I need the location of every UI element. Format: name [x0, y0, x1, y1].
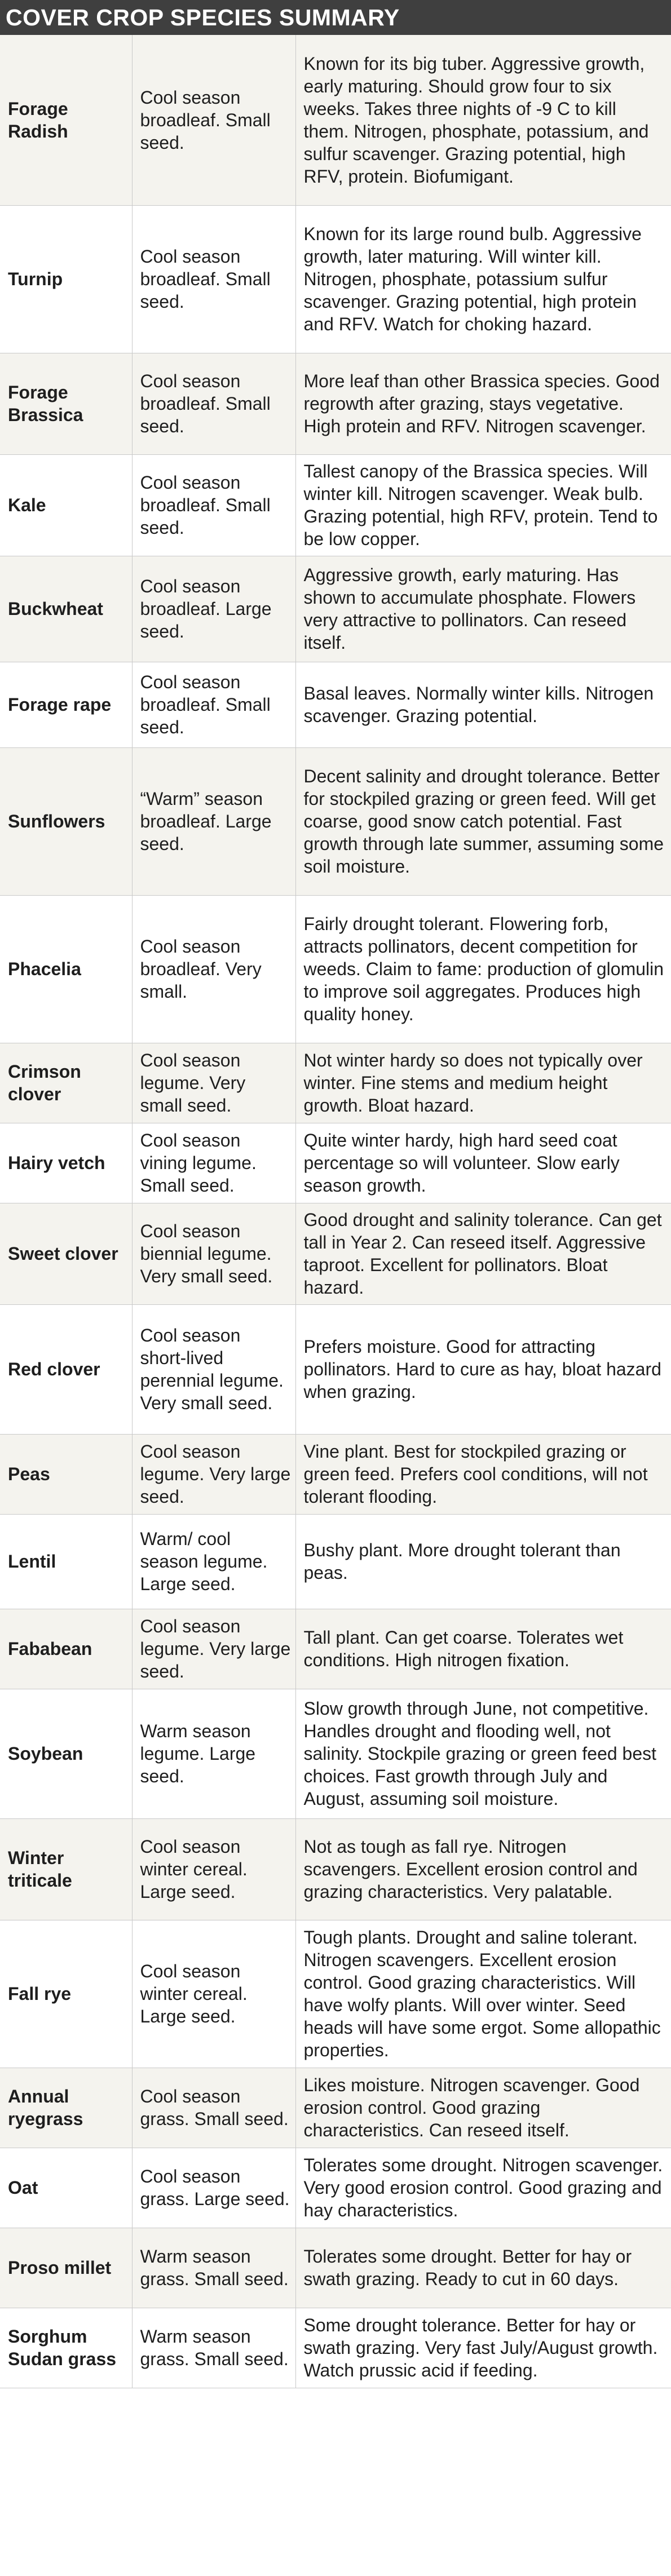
species-name-cell: Turnip [0, 205, 132, 353]
species-description-cell: Prefers moisture. Good for attracting pollinators. Hard to cure as hay, bloat hazard when grazing. [303, 1336, 661, 1402]
species-type-cell: Cool season short-lived perennial legume. Very small seed. [132, 1304, 295, 1434]
species-name-cell: Forage Radish [0, 35, 132, 205]
table-row [0, 1609, 671, 1689]
species-type-cell: Warm season grass. Small seed. [132, 2308, 295, 2388]
table-row [0, 1123, 671, 1203]
species-type-cell: Cool season broadleaf. Large seed. [132, 556, 295, 662]
species-name-cell: Winter triticale [0, 1818, 132, 1920]
species-description-cell: Tall plant. Can get coarse. Tolerates wet conditions. High nitrogen fixation. [303, 1627, 624, 1670]
species-name-cell: Proso millet [0, 2228, 132, 2308]
species-name-cell: Soybean [0, 1689, 132, 1818]
species-description-cell: Known for its big tuber. Aggressive growth, early maturing. Should grow four to six weeks. Takes three nights of -9 C to kill them. Nitrogen, phosphate, potassium, and sulfur scavenger. Grazing potential, high RFV, protein. Biofumigant. [303, 53, 649, 187]
species-description-cell: Not winter hardy so does not typically over winter. Fine stems and medium height growth. Bloat hazard. [303, 1050, 643, 1116]
species-name-cell: Oat [0, 2148, 132, 2228]
species-type-cell: Cool season biennial legume. Very small seed. [132, 1203, 295, 1304]
species-type-cell: Cool season legume. Very large seed. [132, 1434, 295, 1514]
species-name-cell: Sorghum Sudan grass [0, 2308, 132, 2388]
species-type-cell: Cool season legume. Very small seed. [132, 1043, 295, 1123]
species-type-cell: Cool season broadleaf. Small seed. [132, 35, 295, 205]
species-name-cell: Forage Brassica [0, 353, 132, 454]
table-row [0, 353, 671, 454]
table-row [0, 747, 671, 895]
table-row [0, 1920, 671, 2068]
table-row [0, 1304, 671, 1434]
species-type-cell: Cool season winter cereal. Large seed. [132, 1818, 295, 1920]
species-name-cell: Peas [0, 1434, 132, 1514]
species-name-cell: Hairy vetch [0, 1123, 132, 1203]
species-name-cell: Phacelia [0, 895, 132, 1043]
species-name-cell: Red clover [0, 1304, 132, 1434]
species-name-cell: Fababean [0, 1609, 132, 1689]
species-type-cell: Cool season legume. Very large seed. [132, 1609, 295, 1689]
species-description-cell: Tallest canopy of the Brassica species. Will winter kill. Nitrogen scavenger. Weak bulb. Grazing potential, high RFV, protein. Tend to be low copper. [303, 461, 658, 549]
species-name-cell: Lentil [0, 1514, 132, 1609]
table-body [0, 35, 671, 2388]
species-description-cell: Vine plant. Best for stockpiled grazing or green feed. Prefers cool conditions, will not tolerant flooding. [303, 1441, 648, 1507]
table-row [0, 2068, 671, 2148]
species-type-cell: Cool season grass. Large seed. [132, 2148, 295, 2228]
table-row [0, 895, 671, 1043]
species-type-cell: Cool season grass. Small seed. [132, 2068, 295, 2148]
species-description-cell: Basal leaves. Normally winter kills. Nitrogen scavenger. Grazing potential. [303, 683, 654, 726]
species-description-cell: Aggressive growth, early maturing. Has shown to accumulate phosphate. Flowers very attractive to pollinators. Can reseed itself. [303, 565, 636, 653]
species-description-cell: Fairly drought tolerant. Flowering forb, attracts pollinators, decent competition for weeds. Claim to fame: production of glomulin to improve soil aggregates. Produces high quality honey. [303, 914, 664, 1024]
species-description-cell: Tolerates some drought. Better for hay or swath grazing. Ready to cut in 60 days. [303, 2246, 632, 2289]
species-description-cell: Likes moisture. Nitrogen scavenger. Good erosion control. Good grazing characteristics. Can reseed itself. [303, 2075, 640, 2140]
table-row [0, 454, 671, 556]
species-description-cell: Decent salinity and drought tolerance. Better for stockpiled grazing or green feed. Will get coarse, good snow catch potential. Fast growth through late summer, assuming some soil moisture. [303, 766, 664, 877]
table-row [0, 2308, 671, 2388]
species-type-cell: Cool season broadleaf. Small seed. [132, 454, 295, 556]
species-type-cell: Warm/ cool season legume. Large seed. [132, 1514, 295, 1609]
table-row [0, 1043, 671, 1123]
species-type-cell: Cool season winter cereal. Large seed. [132, 1920, 295, 2068]
species-description-cell: Not as tough as fall rye. Nitrogen scavengers. Excellent erosion control and grazing characteristics. Very palatable. [303, 1836, 638, 1902]
table-row [0, 1818, 671, 1920]
table-row [0, 662, 671, 747]
table-row [0, 1203, 671, 1304]
species-name-cell: Buckwheat [0, 556, 132, 662]
table-title: COVER CROP SPECIES SUMMARY [0, 0, 671, 35]
species-name-cell: Sunflowers [0, 747, 132, 895]
table-row [0, 1514, 671, 1609]
species-name-cell: Sweet clover [0, 1203, 132, 1304]
species-name-cell: Annual ryegrass [0, 2068, 132, 2148]
species-type-cell: Cool season vining legume. Small seed. [132, 1123, 295, 1203]
species-type-cell: Cool season broadleaf. Small seed. [132, 662, 295, 747]
species-name-cell: Crimson clover [0, 1043, 132, 1123]
species-description-cell: Known for its large round bulb. Aggressive growth, later maturing. Will winter kill. Nitrogen, phosphate, potassium sulfur scavenger. Grazing potential, high protein and RFV. Watch for choking hazard. [303, 224, 642, 334]
table-row [0, 35, 671, 205]
species-type-cell: Cool season broadleaf. Small seed. [132, 353, 295, 454]
species-description-cell: Quite winter hardy, high hard seed coat percentage so will volunteer. Slow early season growth. [303, 1130, 620, 1196]
cover-crop-table [0, 35, 671, 2388]
table-row [0, 556, 671, 662]
table-row [0, 2228, 671, 2308]
species-description-cell: More leaf than other Brassica species. Good regrowth after grazing, stays vegetative. High protein and RFV. Nitrogen scavenger. [303, 371, 660, 436]
species-name-cell: Fall rye [0, 1920, 132, 2068]
species-type-cell: “Warm” season broadleaf. Large seed. [132, 747, 295, 895]
species-name-cell: Kale [0, 454, 132, 556]
table-row [0, 1434, 671, 1514]
species-description-cell: Good drought and salinity tolerance. Can get tall in Year 2. Can reseed itself. Aggressive taproot. Excellent for pollinators. Bloat hazard. [303, 1210, 662, 1298]
species-type-cell: Warm season grass. Small seed. [132, 2228, 295, 2308]
species-description-cell: Slow growth through June, not competitive. Handles drought and flooding well, not salinity. Stockpile grazing or green feed best choices. Fast growth through July and August, assuming soil moisture. [303, 1698, 657, 1809]
table-row [0, 1689, 671, 1818]
species-name-cell: Forage rape [0, 662, 132, 747]
species-description-cell: Tough plants. Drought and saline tolerant. Nitrogen scavengers. Excellent erosion control. Good grazing characteristics. Will have wolfy plants. Will over winter. Seed heads will have some ergot. Some allopathic properties. [303, 1927, 661, 2060]
species-description-cell: Some drought tolerance. Better for hay or swath grazing. Very fast July/August growth. Watch prussic acid if feeding. [303, 2315, 658, 2380]
species-type-cell: Cool season broadleaf. Small seed. [132, 205, 295, 353]
species-type-cell: Warm season legume. Large seed. [132, 1689, 295, 1818]
table-row [0, 2148, 671, 2228]
species-description-cell: Bushy plant. More drought tolerant than peas. [303, 1540, 621, 1583]
species-type-cell: Cool season broadleaf. Very small. [132, 895, 295, 1043]
species-description-cell: Tolerates some drought. Nitrogen scavenger. Very good erosion control. Good grazing and hay characteristics. [303, 2155, 663, 2220]
table-row [0, 205, 671, 353]
